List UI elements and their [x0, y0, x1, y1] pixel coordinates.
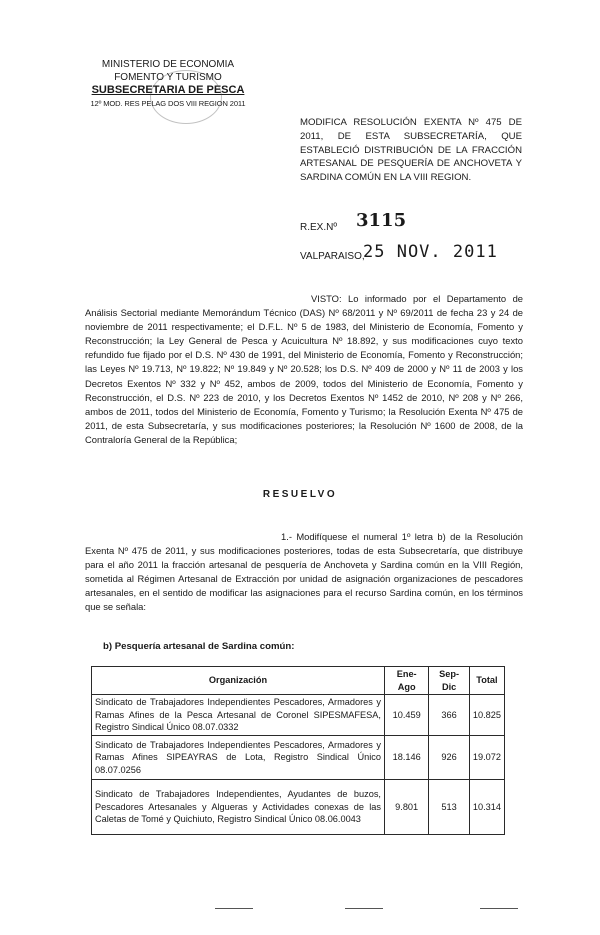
cell-organization: Sindicato de Trabajadores Independientes Pescadores, Armadores y Ramas Afines de la Pesca Artesanal de Coronel SIPESMAFESA, Registro Sindical Único 08.07.0332 — [92, 695, 385, 736]
ministry-name: MINISTERIO DE ECONOMIA — [101, 59, 235, 70]
table-row — [92, 780, 505, 835]
cell-organization: Sindicato de Trabajadores Independientes, Ayudantes de buzos, Pescadores Artesanales y Algueras y Actividades conexas de las Caletas de Tomé y Quichiuto, Registro Sindical Único 08.06.0043 — [92, 780, 385, 835]
cell-organization: Sindicato de Trabajadores Independientes Pescadores, Armadores y Ramas Afines SIPEAYRAS de Lota, Registro Sindical Único 08.07.0256 — [92, 736, 385, 780]
seal-stamp-icon — [150, 70, 222, 124]
article-1-paragraph: 1.- Modifíquese el numeral 1º letra b) de la Resolución Exenta Nº 475 de 2011, y sus modificaciones posteriores, todas de esta Subsecretaría, que distribuye para el año 2011 la fracción artesanal de pesquería de Anchoveta y Sardina común en la VIII Región, sometida al Régimen Artesanal de Extracción por unidad de asignación organizaciones de pescadores artesanales, en el sentido de modificar las asignaciones para el recurso Sardina común, en los términos que se señala: — [85, 531, 523, 613]
resolution-subject: MODIFICA RESOLUCIÓN EXENTA Nº 475 DE 2011, DE ESTA SUBSECRETARÍA, QUE ESTABLECIÓ DISTRIBUCIÓN DE LA FRACCIÓN ARTESANAL DE PESQUERÍA DE ANCHOVETA Y SARDINA COMÚN EN LA VIII REGION. — [300, 117, 522, 184]
cell-sep-dic: 513 — [429, 780, 470, 835]
cell-total: 10.314 — [469, 780, 504, 835]
table-row — [92, 736, 505, 780]
footer-rule — [480, 908, 518, 909]
footer-rule — [215, 908, 253, 909]
section-b-heading: b) Pesquería artesanal de Sardina común: — [103, 641, 295, 652]
document-reference: 12º MOD. RES PELAG DOS VIII REGION 2011 — [90, 99, 246, 108]
resolution-number-label: R.EX.Nº — [300, 222, 337, 233]
place-label: VALPARAISO, — [300, 251, 365, 262]
cell-sep-dic: 366 — [429, 695, 470, 736]
undersecretary-name: SUBSECRETARIA DE PESCA — [91, 84, 245, 96]
header-sep-dic: Sep-Dic — [429, 667, 470, 695]
table-header-row — [92, 667, 505, 695]
footer-rule — [345, 908, 383, 909]
allocation-table — [91, 666, 505, 835]
header-ene-ago: Ene-Ago — [385, 667, 429, 695]
visto-paragraph: VISTO: Lo informado por el Departamento de Análisis Sectorial mediante Memorándum Técnico (DAS) Nº 68/2011 y Nº 69/2011 de fecha 23 y 24 de noviembre de 2011 respectivamente; el D.F.L. Nº 5 de 1983, del Ministerio de Economía, Fomento y Reconstrucción; la Ley General de Pesca y Acuicultura Nº 18.892, y sus modificaciones cuyo texto refundido fue fijado por el D.S. Nº 430 de 1991, del Ministerio de Economía, Fomento y Reconstrucción; las Leyes Nº 19.713, Nº 19.822; Nº 19.849 y Nº 20.528; los D.S. Nº 409 de 2000 y Nº 11 de 2003 y los Decretos Exentos Nº 332 y Nº 452, ambos de 2009, todos del Ministerio de Economía, Fomento y Reconstrucción, el D.S. Nº 223 de 2010, y los Decretos Exentos Nº 1452 de 2010, Nº 208 y Nº 266, ambos de 2011, todos del Ministerio de Economía, Fomento y Turismo; la Resolución Exenta Nº 475 de 2011, de esta Subsecretaría, y sus modificaciones posteriores; la Resolución Nº 1600 de 2008, de la Contraloría General de la República; — [85, 293, 523, 445]
cell-ene-ago: 9.801 — [385, 780, 429, 835]
resuelvo-heading: RESUELVO — [262, 489, 338, 500]
resolution-date: 25 NOV. 2011 — [363, 242, 498, 262]
cell-total: 19.072 — [469, 736, 504, 780]
ministry-subname: FOMENTO Y TURISMO — [114, 72, 222, 83]
cell-total: 10.825 — [469, 695, 504, 736]
table-row — [92, 695, 505, 736]
cell-ene-ago: 18.146 — [385, 736, 429, 780]
cell-ene-ago: 10.459 — [385, 695, 429, 736]
resolution-number: 3115 — [356, 210, 407, 231]
header-total: Total — [469, 667, 504, 695]
cell-sep-dic: 926 — [429, 736, 470, 780]
header-organization: Organización — [92, 667, 385, 695]
